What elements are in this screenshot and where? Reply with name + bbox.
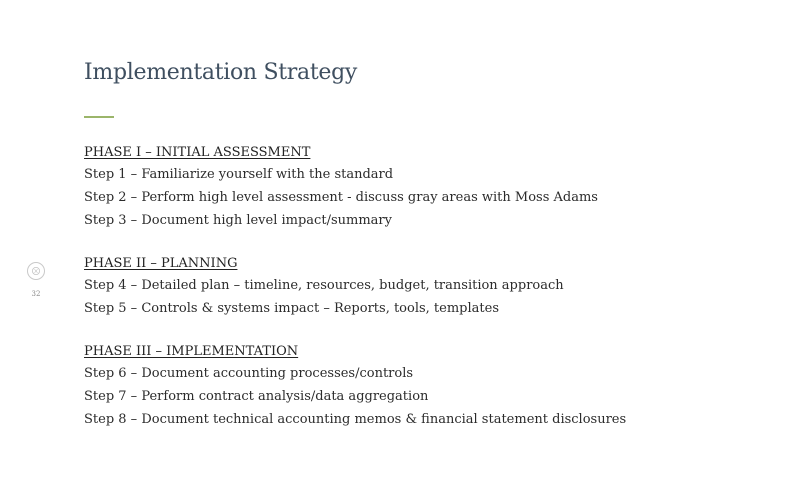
step-item: Step 5 – Controls & systems impact – Reports, tools, templates (84, 301, 499, 316)
phase-heading: PHASE II – PLANNING (84, 256, 238, 271)
step-item: Step 7 – Perform contract analysis/data aggregation (84, 389, 429, 404)
phase-1 (84, 143, 774, 232)
step-item: Step 1 – Familiarize yourself with the standard (84, 167, 394, 182)
phase-heading: PHASE I – INITIAL ASSESSMENT (84, 145, 311, 160)
page-number: 32 (31, 290, 41, 298)
page-title: Implementation Strategy (84, 60, 357, 85)
step-item: Step 2 – Perform high level assessment - discuss gray areas with Moss Adams (84, 190, 598, 205)
phase-2 (84, 254, 774, 320)
step-item: Step 6 – Document accounting processes/controls (84, 366, 414, 381)
phase-heading: PHASE III – IMPLEMENTATION (84, 344, 299, 359)
phase-3 (84, 342, 774, 431)
step-item: Step 3 – Document high level impact/summary (84, 213, 392, 228)
phase-list (84, 143, 774, 431)
title-accent-rule (84, 116, 114, 118)
step-item: Step 4 – Detailed plan – timeline, resources, budget, transition approach (84, 278, 564, 293)
firm-seal-icon (27, 262, 45, 280)
step-item: Step 8 – Document technical accounting memos & financial statement disclosures (84, 412, 627, 427)
